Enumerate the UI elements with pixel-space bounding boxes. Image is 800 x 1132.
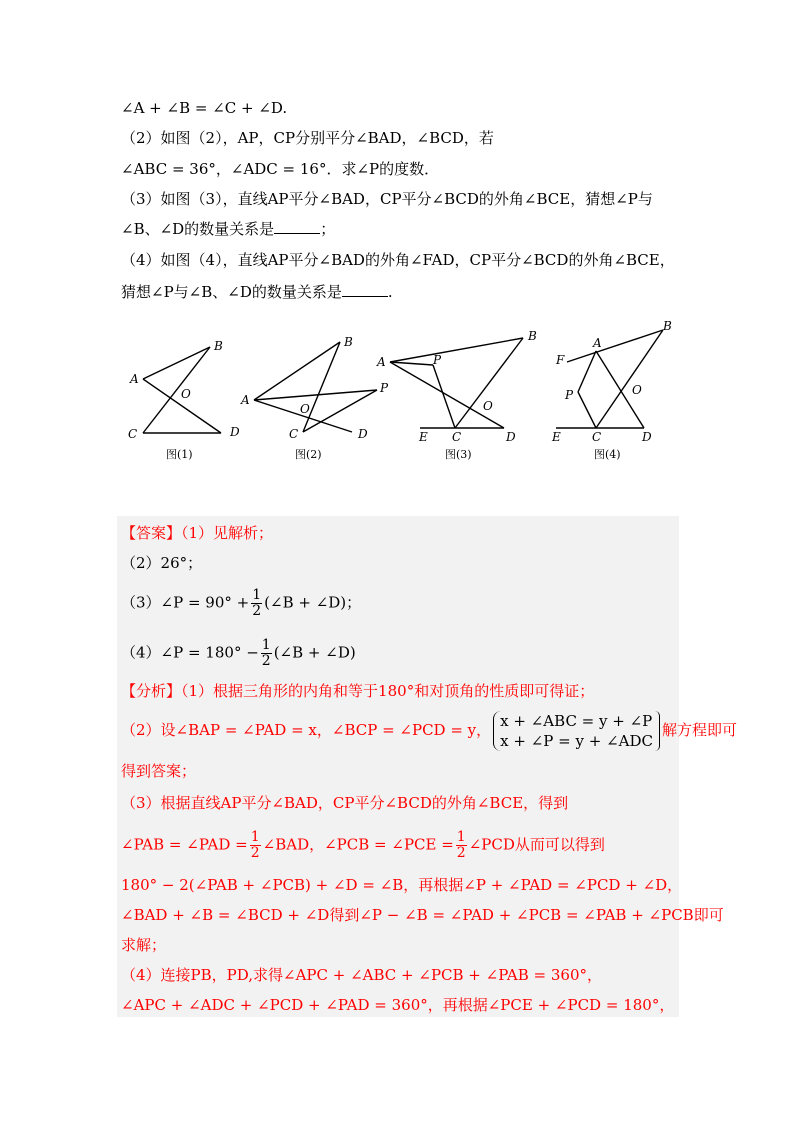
fig4-label-B: B [663,320,672,333]
equation-system-close [655,711,660,751]
analysis-line-9: （4）连接PB，PD,求得∠APC + ∠ABC + ∠PCB + ∠PAB = 360°， [121,966,603,984]
fig4-label-P: P [565,388,574,402]
answer-part-3 [121,588,361,619]
answer-tag: 【答案】 [121,524,182,542]
fig1-label-C: C [128,427,138,441]
equation-2: x + ∠P = y + ∠ADC [500,732,653,750]
analysis-tag: 【分析】 [121,682,182,700]
fig4-label-C: C [592,430,602,444]
half-fraction-l5a [250,830,261,861]
analysis-line-2 [121,711,737,751]
half-fraction-a3 [251,588,262,619]
problem-line-5-tail: ； [320,220,336,238]
problem-line-1: ∠A + ∠B = ∠C + ∠D. [121,99,288,117]
analysis-line-1 [121,680,594,702]
fig1-label-B: B [214,339,223,353]
figure-2-lines [254,342,377,432]
analysis-line-6: 180° − 2(∠PAB + ∠PCB) + ∠D = ∠B，再根据∠P + ∠PAD = ∠PCD + ∠D， [121,876,683,894]
answer-line-1 [121,522,273,544]
fig4-label-E: E [552,430,561,444]
fig4-label-F: F [556,353,565,367]
answer-part-4-lead: （4）∠P = 180° − [121,643,259,662]
fraction-denominator: 2 [252,603,262,619]
problem-line-3: ∠ABC = 36°，∠ADC = 16°．求∠P的度数． [121,160,440,178]
answer-part-4 [121,638,356,669]
fig2-label-P: P [380,381,389,395]
analysis-part-5a: ∠PAB = ∠PAD = [121,835,248,854]
problem-line-2: （2）如图（2），AP，CP分别平分∠BAD，∠BCD，若 [121,129,494,147]
fraction-denominator: 2 [456,845,466,861]
fig1-label-D: D [230,425,240,439]
problem-line-7-text: 猜想∠P与∠B、∠D的数量关系是 [121,283,342,301]
answer-blank-4 [342,282,388,297]
analysis-line-10: ∠APC + ∠ADC + ∠PCD + ∠PAD = 360°，再根据∠PCE + ∠PCD = 180°， [121,996,675,1014]
fig3-label-B: B [528,329,537,343]
analysis-part-2-tail: 解方程即可 [661,721,737,739]
analysis-part-1: （1）根据三角形的内角和等于180°和对顶角的性质即可得证； [181,682,595,700]
figure-3-lines [390,338,523,428]
figure-4-lines [556,330,663,428]
fig2-label-C: C [289,427,299,441]
fig3-label-P: P [433,353,442,367]
fraction-denominator: 2 [250,845,260,861]
answer-blank-3 [274,219,320,234]
fraction-numerator: 1 [261,637,271,653]
fraction-numerator: 1 [252,587,262,603]
fig2-label-B: B [344,335,353,349]
answer-part-3-tail: (∠B + ∠D)； [264,593,362,612]
fig1-label-O: O [181,387,191,401]
problem-line-6: （4）如图（4），直线AP平分∠BAD的外角∠FAD，CP平分∠BCD的外角∠BCE， [121,251,675,269]
analysis-line-5 [121,830,605,861]
analysis-part-5c: ∠PCD从而可以得到 [468,835,605,854]
fraction-denominator: 2 [261,653,271,669]
equation-1: x + ∠ABC = y + ∠P [500,712,653,730]
fig3-label-C: C [452,430,462,444]
fig3-label-O: O [483,399,493,413]
figure-1-caption: 图(1) [166,448,193,461]
fig4-label-D: D [642,430,652,444]
answer-part-2: （2）26°； [121,554,203,572]
fig2-label-O: O [300,402,310,416]
fraction-numerator: 1 [250,829,260,845]
geometry-figures [0,320,800,470]
answer-part-1: （1）见解析； [181,524,274,542]
figure-2-caption: 图(2) [295,448,322,461]
analysis-part-5b: ∠BAD，∠PCB = ∠PCE = [262,835,454,854]
fig3-label-E: E [419,430,428,444]
analysis-line-7: ∠BAD + ∠B = ∠BCD + ∠D得到∠P − ∠B = ∠PAD + ∠PCB = ∠PAB + ∠PCB即可 [121,906,724,924]
analysis-line-3: 得到答案； [121,762,197,780]
fig4-label-A: A [593,336,602,350]
fig1-label-A: A [130,372,139,386]
answer-part-3-lead: （3）∠P = 90° + [121,593,250,612]
equation-system [493,711,653,751]
problem-line-7 [121,281,393,303]
fig3-label-D: D [506,430,516,444]
figure-4-caption: 图(4) [594,448,621,461]
analysis-line-4: （3）根据直线AP平分∠BAD，CP平分∠BCD的外角∠BCE，得到 [121,794,569,812]
fraction-numerator: 1 [456,829,466,845]
problem-line-7-tail: . [387,283,393,301]
half-fraction-a4 [261,638,272,669]
fig2-label-A: A [241,393,250,407]
figure-3-caption: 图(3) [445,448,472,461]
fig2-label-D: D [358,427,368,441]
answer-part-4-tail: (∠B + ∠D) [273,643,356,662]
problem-line-4: （3）如图（3），直线AP平分∠BAD，CP平分∠BCD的外角∠BCE，猜想∠P与 [121,190,653,208]
fig3-label-A: A [377,355,386,369]
half-fraction-l5b [456,830,467,861]
problem-line-5-text: ∠B、∠D的数量关系是 [121,220,275,238]
analysis-line-8: 求解； [121,936,167,954]
analysis-part-2-lead: （2）设∠BAP = ∠PAD = x，∠BCP = ∠PCD = y， [121,721,492,739]
problem-line-5 [121,218,335,240]
fig4-label-O: O [632,383,642,397]
